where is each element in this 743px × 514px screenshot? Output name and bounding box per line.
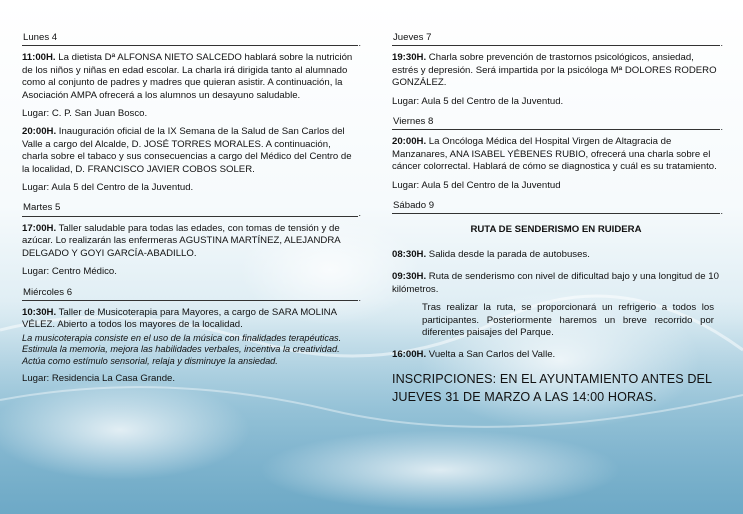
- route-note: Tras realizar la ruta, se proporcionará un refrigerio a todos los participantes. Posteriormente haremos un breve recorrido por diferentes paisajes del Parque.: [422, 302, 714, 338]
- event-text: Taller de Musicoterapia para Mayores, a cargo de SARA MOLINA VÉLEZ. Abierto a todos los mayores de la localidad.: [22, 306, 337, 331]
- event-text: La dietista Dª ALFONSA NIETO SALCEDO hablará sobre la nutrición de los niños y niñas en edad escolar. La charla irá dirigida tanto al alumnado como al conjunto de padres y madres que quieran asistir. A continuación, la Asociación AMPA ofrecerá a los alumnos un desayuno saludable.: [22, 52, 353, 101]
- route-title: RUTA DE SENDERISMO EN RUIDERA: [470, 224, 642, 236]
- event-time: 17:00H.: [22, 222, 57, 234]
- event-entry: [392, 136, 720, 173]
- event-entry: [22, 223, 358, 260]
- day-heading: Viernes 8 .: [392, 114, 720, 130]
- event-entry: [392, 249, 720, 261]
- event-text: Inauguración oficial de la IX Semana de la Salud de San Carlos del Valle a cargo del Alcalde, D. JOSÉ TORRES MORALES. A continuación, charla sobre el tabaco y sus consecuencias a cargo del Médico del Centro de la localidad, D. FRANCISCO JAVIER COBOS SOLER.: [22, 126, 352, 175]
- event-location: Lugar: Aula 5 del Centro de la Juventud: [392, 179, 561, 191]
- event-text: Vuelta a San Carlos del Valle.: [426, 349, 556, 361]
- event-entry: [22, 307, 358, 332]
- event-text: Charla sobre prevención de trastornos psicológicos, ansiedad, estrés y depresión. Será impartida por la psicóloga Mª DOLORES RODERO GONZÁLEZ.: [392, 52, 717, 89]
- day-heading: Martes 5 .: [22, 200, 358, 216]
- event-text: Ruta de senderismo con nivel de dificultad bajo y una longitud de 10 kilómetros.: [392, 271, 719, 295]
- event-entry: [22, 52, 358, 102]
- event-time: 20:00H.: [392, 136, 427, 148]
- event-text: La Oncóloga Médica del Hospital Virgen de Altagracia de Manzanares, ANA ISABEL YÉBENES RUBIO, ofrecerá una charla sobre el cáncer colorrectal. Hablará de cómo se diagnostica y cuál es su tratamiento.: [392, 136, 717, 173]
- day-heading: Lunes 4 .: [22, 30, 358, 46]
- event-entry: [392, 271, 720, 296]
- event-time: 08:30H.: [392, 248, 427, 260]
- event-description: La musicoterapia consiste en el uso de la música con finalidades terapéuticas. Estimula la memoria, mejora las habilidades verbales, incentiva la creatividad. Actúa como estímulo sensorial, relaja y disminuye la ansiedad.: [22, 332, 342, 366]
- event-time: 09:30H.: [392, 271, 427, 283]
- right-column: [392, 30, 720, 406]
- event-time: 10:30H.: [22, 306, 57, 318]
- event-time: 11:00H.: [22, 52, 56, 64]
- day-heading: Miércoles 6 .: [22, 285, 358, 301]
- event-location: Lugar: Residencia La Casa Grande.: [22, 372, 176, 384]
- event-location: Lugar: Aula 5 del Centro de la Juventud.: [392, 95, 564, 107]
- event-entry: [22, 126, 358, 176]
- event-entry: [392, 349, 720, 361]
- event-location: Lugar: C. P. San Juan Bosco.: [22, 108, 148, 120]
- event-time: 19:30H.: [392, 52, 427, 64]
- left-column: [22, 30, 358, 391]
- event-location: Lugar: Centro Médico.: [22, 266, 117, 278]
- event-time: 20:00H.: [22, 126, 57, 138]
- event-text: Taller saludable para todas las edades, con tomas de tensión y de azúcar. Lo realizarán las enfermeras AGUSTINA MARTÍNEZ, ALEJANDRA DELGADO Y GOYI GARCÍA-ABADILLO.: [22, 222, 341, 259]
- registration-notice: INSCRIPCIONES: EN EL AYUNTAMIENTO ANTES DEL JUEVES 31 DE MARZO A LAS 14:00 HORAS.: [392, 371, 712, 404]
- event-time: 16:00H.: [392, 349, 427, 361]
- day-heading: Sábado 9 .: [392, 198, 720, 214]
- event-location: Lugar: Aula 5 del Centro de la Juventud.: [22, 182, 194, 194]
- event-entry: [392, 52, 720, 89]
- event-text: Salida desde la parada de autobuses.: [426, 248, 590, 260]
- day-heading: Jueves 7 .: [392, 30, 720, 46]
